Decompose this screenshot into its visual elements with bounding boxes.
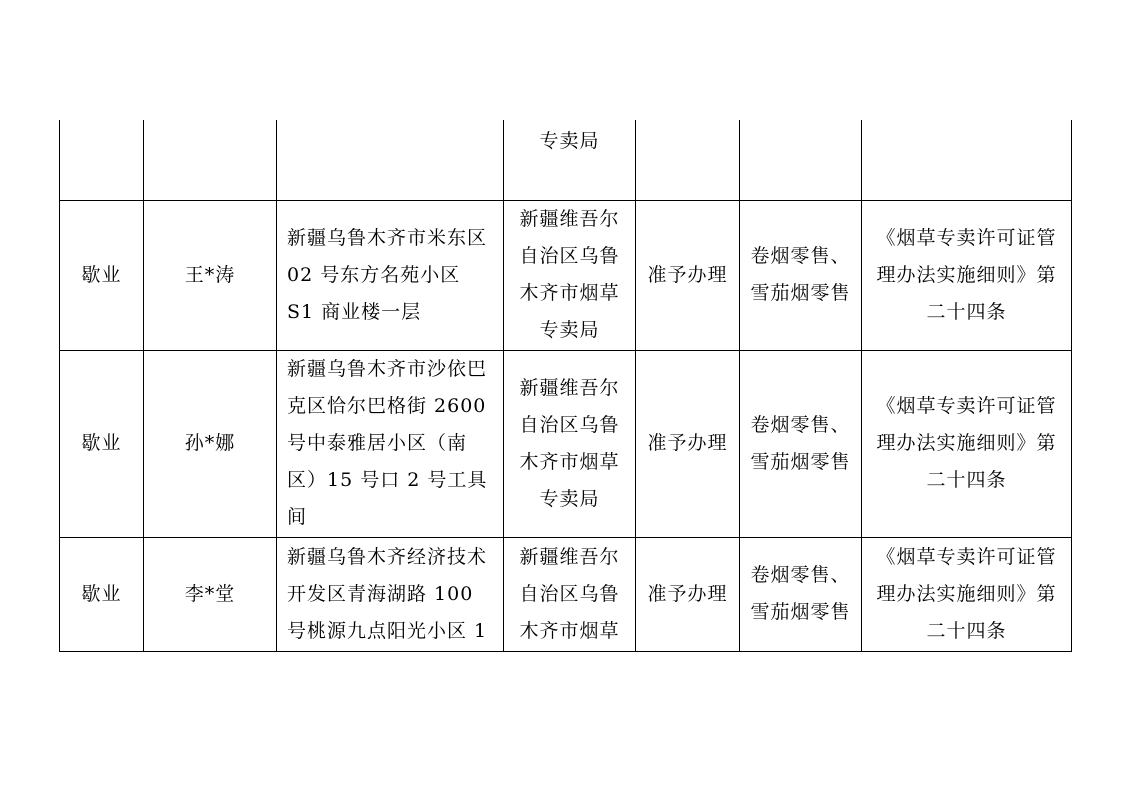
- authority-cell: 新疆维吾尔自治区乌鲁木齐市烟草: [504, 537, 636, 651]
- table-row: [60, 350, 1072, 537]
- address-cell: 新疆乌鲁木齐经济技术开发区青海湖路 100 号桃源九点阳光小区 1: [277, 537, 504, 651]
- authority-cell: 新疆维吾尔自治区乌鲁木齐市烟草专卖局: [504, 350, 636, 537]
- decision-cell: [636, 120, 740, 200]
- name-cell: [144, 120, 277, 200]
- status-cell: 歇业: [60, 350, 144, 537]
- status-cell: 歇业: [60, 537, 144, 651]
- name-cell: 李*堂: [144, 537, 277, 651]
- decision-cell: 准予办理: [636, 200, 740, 350]
- name-cell: 孙*娜: [144, 350, 277, 537]
- table-row: [60, 200, 1072, 350]
- address-cell: 新疆乌鲁木齐市米东区 02 号东方名苑小区 S1 商业楼一层: [277, 200, 504, 350]
- scope-cell: 卷烟零售、雪茄烟零售: [740, 350, 862, 537]
- scope-cell: 卷烟零售、雪茄烟零售: [740, 537, 862, 651]
- status-cell: 歇业: [60, 200, 144, 350]
- basis-cell: 《烟草专卖许可证管理办法实施细则》第二十四条: [862, 537, 1072, 651]
- license-record-table: [59, 120, 1072, 652]
- address-cell: 新疆乌鲁木齐市沙依巴克区恰尔巴格街 2600 号中泰雅居小区（南区）15 号口 2 号工具间: [277, 350, 504, 537]
- basis-cell: 《烟草专卖许可证管理办法实施细则》第二十四条: [862, 200, 1072, 350]
- basis-cell: 《烟草专卖许可证管理办法实施细则》第二十四条: [862, 350, 1072, 537]
- address-cell: [277, 120, 504, 200]
- status-cell: [60, 120, 144, 200]
- name-cell: 王*涛: [144, 200, 277, 350]
- scope-cell: [740, 120, 862, 200]
- basis-cell: [862, 120, 1072, 200]
- authority-cell: 新疆维吾尔自治区乌鲁木齐市烟草专卖局: [504, 200, 636, 350]
- table-row: [60, 537, 1072, 651]
- table-row: [60, 120, 1072, 200]
- decision-cell: 准予办理: [636, 537, 740, 651]
- scope-cell: 卷烟零售、雪茄烟零售: [740, 200, 862, 350]
- authority-cell: 专卖局: [504, 120, 636, 200]
- decision-cell: 准予办理: [636, 350, 740, 537]
